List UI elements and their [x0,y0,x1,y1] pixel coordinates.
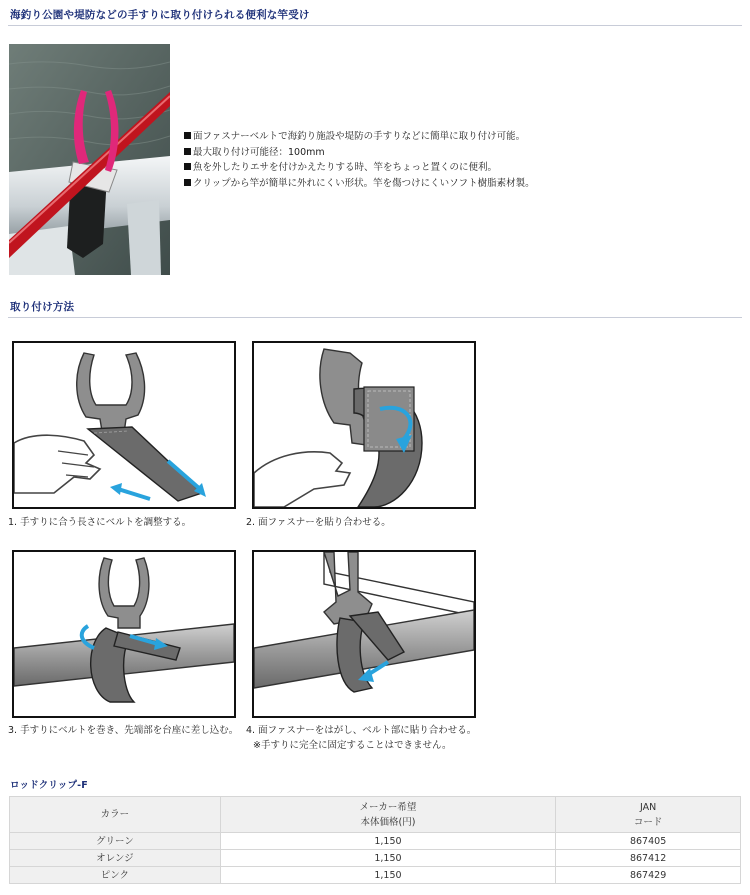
product-photo [9,44,170,275]
bullet-square-icon [184,132,191,139]
page-title: 海釣り公園や堤防などの手すりに取り付けられる便利な竿受け [10,9,310,21]
feature-item: 魚を外したりエサを付けかえたりする時、竿をちょっと置くのに便利。 [184,160,535,176]
cell-color: グリーン [10,833,221,850]
feature-item: 最大取り付け可能径：100mm [184,145,535,161]
spec-table [9,796,741,884]
cell-jan: 867405 [556,833,741,850]
cell-price: 1,150 [220,867,556,884]
feature-item: 面ファスナーベルトで海釣り施設や堤防の手すりなどに簡単に取り付け可能。 [184,129,535,145]
table-row [10,867,741,884]
step-2-illustration [252,341,476,509]
spec-table-header-row [10,797,741,833]
table-row [10,833,741,850]
step-1-caption: 1. 手すりに合う長さにベルトを調整する。 [8,517,192,528]
step-1-illustration [12,341,236,509]
header-color: カラー [10,797,221,833]
bullet-square-icon [184,179,191,186]
cell-jan: 867429 [556,867,741,884]
step-4-illustration [252,550,476,718]
cell-price: 1,150 [220,833,556,850]
feature-list [184,129,535,191]
title-divider [8,25,742,26]
bullet-square-icon [184,148,191,155]
product-name: ロッドクリップ-F [10,780,88,791]
header-price: メーカー希望 本体価格(円) [220,797,556,833]
header-jan: JAN コード [556,797,741,833]
bullet-square-icon [184,163,191,170]
feature-item: クリップから竿が簡単に外れにくい形状。竿を傷つけにくいソフト樹脂素材製。 [184,176,535,192]
step-3-caption: 3. 手すりにベルトを巻き、先端部を台座に差し込む。 [8,725,239,736]
step-2-caption: 2. 面ファスナーを貼り合わせる。 [246,517,391,528]
step-4-note: ※手すりに完全に固定することはできません。 [253,740,452,751]
cell-color: ピンク [10,867,221,884]
table-row [10,850,741,867]
step-3-illustration [12,550,236,718]
step-4-caption: 4. 面ファスナーをはがし、ベルト部に貼り合わせる。 [246,725,477,736]
install-section-title: 取り付け方法 [10,301,75,313]
cell-price: 1,150 [220,850,556,867]
cell-color: オレンジ [10,850,221,867]
cell-jan: 867412 [556,850,741,867]
install-divider [8,317,742,318]
